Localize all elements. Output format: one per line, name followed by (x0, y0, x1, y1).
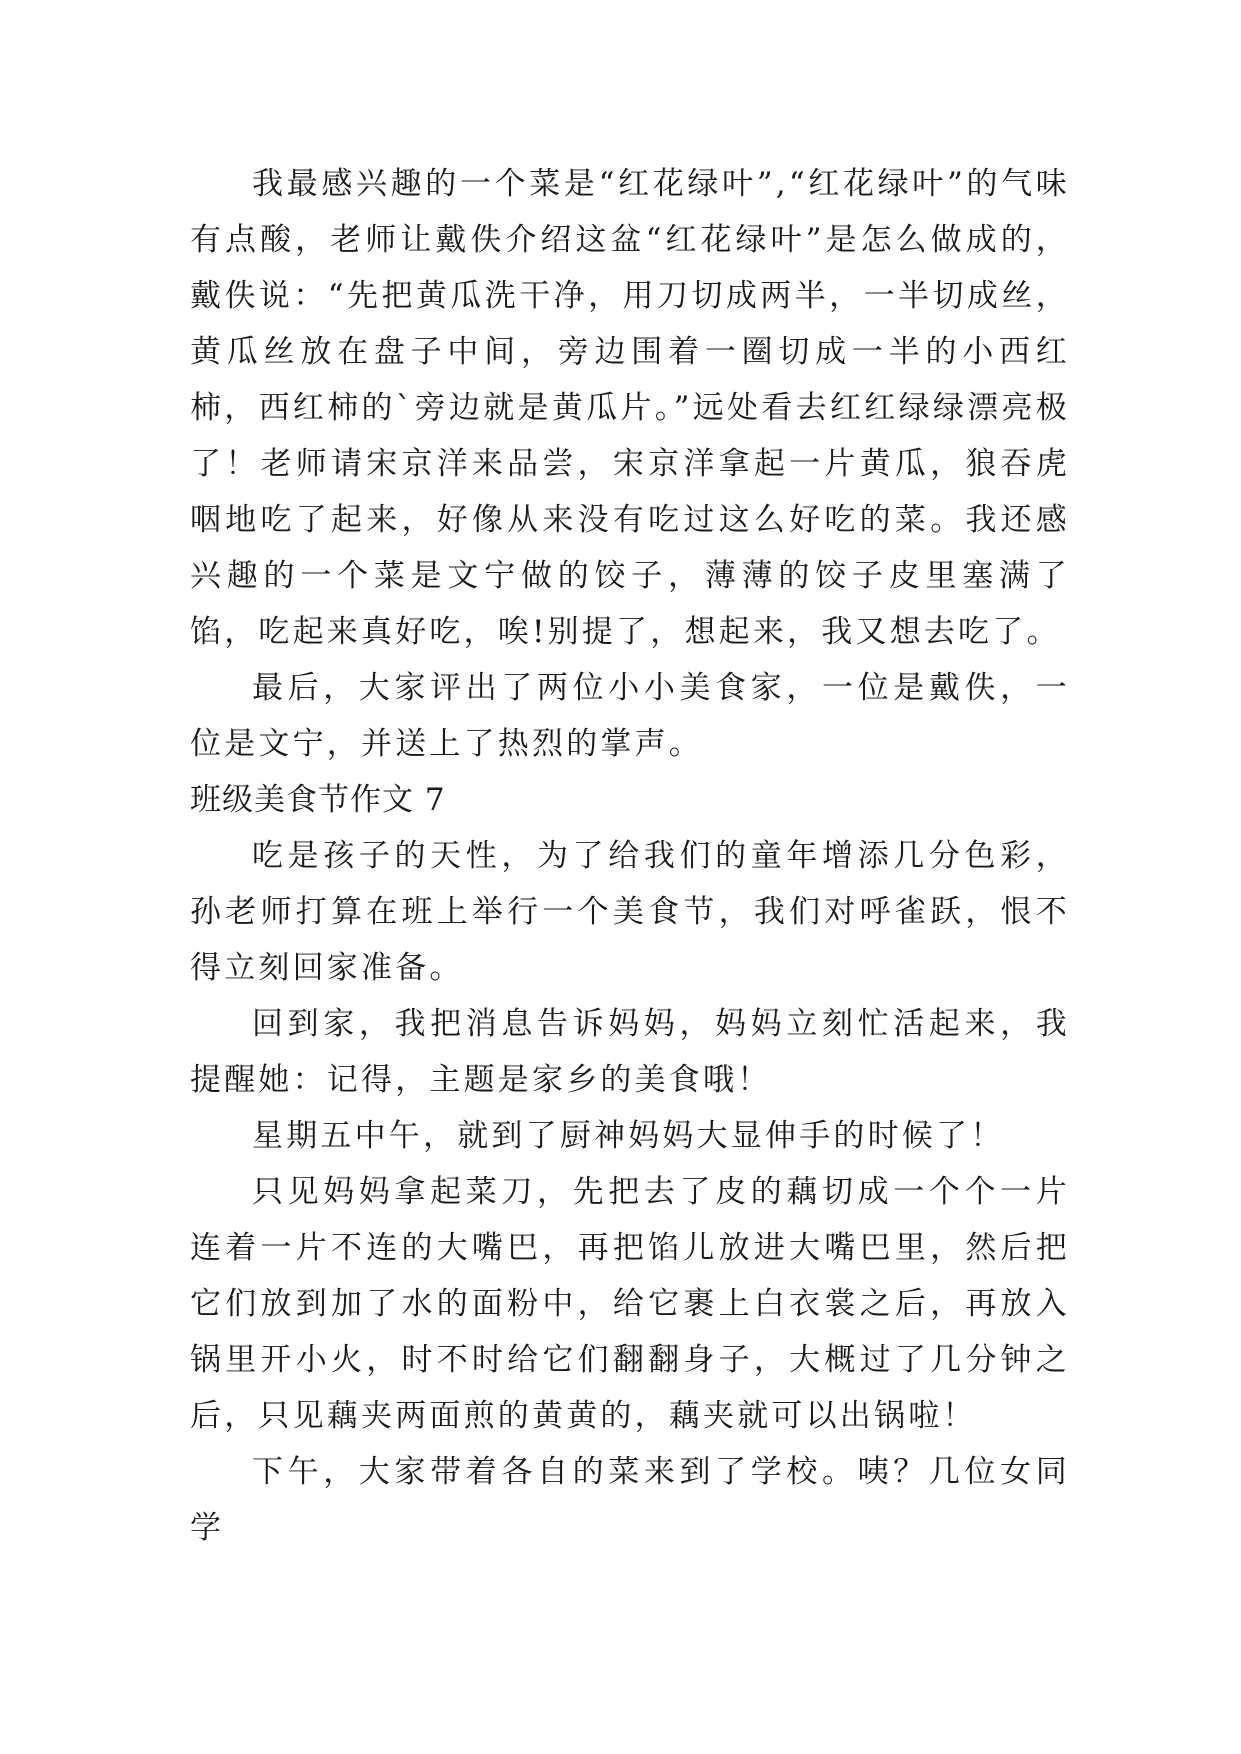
paragraph: 最后，大家评出了两位小小美食家，一位是戴佚，一位是文宁，并送上了热烈的掌声。 (190, 670, 1070, 762)
paragraph: 星期五中午，就到了厨神妈妈大显伸手的时候了！ (252, 1118, 1005, 1154)
paragraph: 下午，大家带着各自的菜来到了学校。咦？几位女同学 (190, 1454, 1070, 1546)
paragraph: 只见妈妈拿起菜刀，先把去了皮的藕切成一个个一片连着一片不连的大嘴巴，再把馅儿放进大嘴巴里，然后把它们放到加了水的面粉中，给它裹上白衣裳之后，再放入锅里开小火，时不时给它们翻翻身子，大概过了几分钟之后，只见藕夹两面煎的黄黄的，藕夹就可以出锅啦！ (190, 1174, 1070, 1434)
paragraph: 我最感兴趣的一个菜是“红花绿叶”,“红花绿叶”的气味有点酸，老师让戴佚介绍这盆“红花绿叶”是怎么做成的，戴佚说：“先把黄瓜洗干净，用刀切成两半，一半切成丝，黄瓜丝放在盘子中间，旁边围着一圈切成一半的小西红柿，西红柿的`旁边就是黄瓜片。”远处看去红红绿绿漂亮极了！老师请宋京洋来品尝，宋京洋拿起一片黄瓜，狼吞虎咽地吃了起来，好像从来没有吃过这么好吃的菜。我还感兴趣的一个菜是文宁做的饺子，薄薄的饺子皮里塞满了馅，吃起来真好吃，唉!别提了，想起来，我又想去吃了。 (190, 166, 1070, 650)
document-body (190, 156, 1070, 1556)
section-heading: 班级美食节作文 7 (190, 782, 446, 818)
paragraph: 回到家，我把消息告诉妈妈，妈妈立刻忙活起来，我提醒她：记得，主题是家乡的美食哦！ (190, 1006, 1070, 1098)
paragraph: 吃是孩子的天性，为了给我们的童年增添几分色彩，孙老师打算在班上举行一个美食节，我们对呼雀跃，恨不得立刻回家准备。 (190, 838, 1070, 986)
